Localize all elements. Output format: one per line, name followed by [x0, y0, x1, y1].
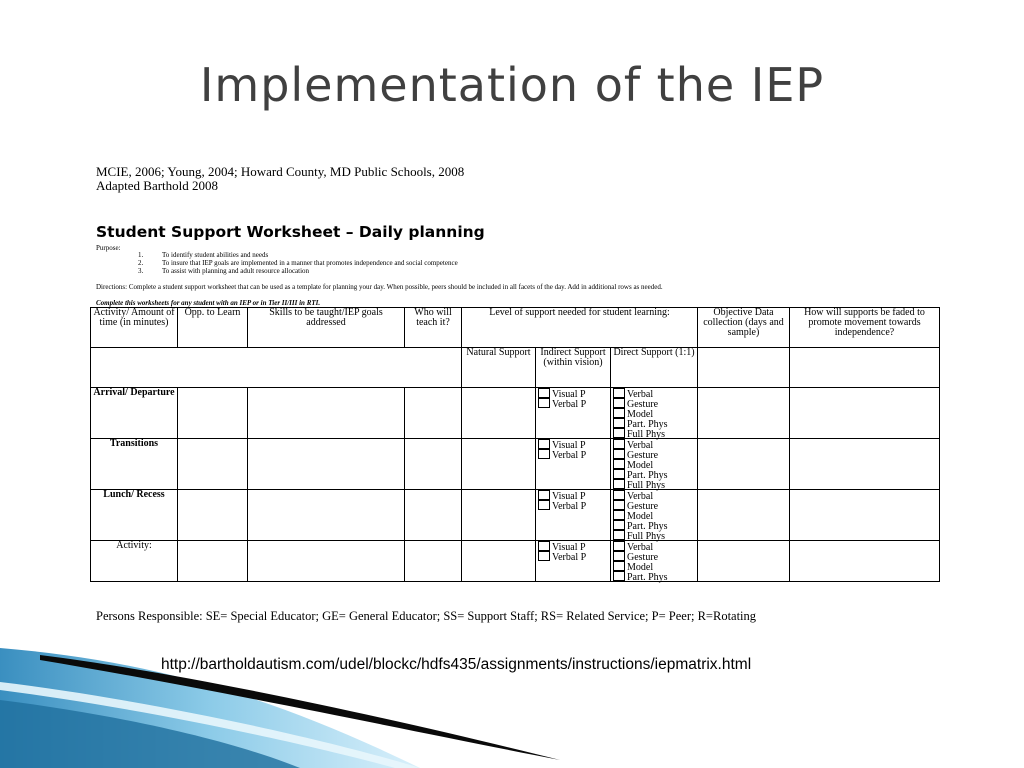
empty-cell[interactable]: [248, 439, 405, 490]
activity-cell: Lunch/ Recess: [91, 490, 178, 541]
indirect-support-cell: [536, 541, 611, 582]
empty-cell[interactable]: [790, 388, 940, 439]
header-objective: Objective Data collection (days and sample): [698, 308, 790, 348]
checkbox-option[interactable]: Verbal: [613, 490, 695, 500]
checkbox-option[interactable]: Part. Phys: [613, 469, 695, 479]
table-row: [91, 490, 940, 541]
empty-cell[interactable]: [178, 439, 248, 490]
empty-cell[interactable]: [698, 388, 790, 439]
checkbox-option[interactable]: Model: [613, 408, 695, 418]
checkbox[interactable]: [613, 479, 625, 489]
empty-cell[interactable]: [462, 490, 536, 541]
indirect-support-cell: [536, 490, 611, 541]
checkbox-option[interactable]: Verbal: [613, 388, 695, 398]
checkbox[interactable]: [613, 541, 625, 551]
checkbox[interactable]: [613, 530, 625, 540]
checkbox[interactable]: [613, 500, 625, 510]
table-row: [91, 388, 940, 439]
empty-cell[interactable]: [405, 439, 462, 490]
source-link[interactable]: http://bartholdautism.com/udel/blockc/hdfs435/assignments/instructions/iepmatrix.html: [161, 656, 752, 673]
empty-cell[interactable]: [462, 388, 536, 439]
checkbox[interactable]: [613, 490, 625, 500]
checkbox[interactable]: [613, 510, 625, 520]
header-who: Who will teach it?: [405, 308, 462, 348]
checkbox-option[interactable]: Part. Phys: [613, 418, 695, 428]
subheader-blank: [91, 348, 462, 388]
checkbox[interactable]: [613, 408, 625, 418]
checkbox[interactable]: [538, 500, 550, 510]
checkbox-option[interactable]: Verbal: [613, 439, 695, 449]
indirect-support-cell: [536, 439, 611, 490]
checkbox-option[interactable]: Part. Phys: [613, 571, 695, 581]
checkbox[interactable]: [613, 561, 625, 571]
citation-line: MCIE, 2006; Young, 2004; Howard County, MD Public Schools, 2008: [96, 164, 465, 179]
subheader-direct: Direct Support (1:1): [611, 348, 698, 388]
checkbox[interactable]: [613, 520, 625, 530]
purpose-item: 1. To identify student abilities and needs: [138, 251, 269, 259]
subheader-natural: Natural Support: [462, 348, 536, 388]
checkbox-option[interactable]: Gesture: [613, 500, 695, 510]
checkbox-option[interactable]: Verbal P: [538, 449, 608, 459]
purpose-item: 2. To insure that IEP goals are implemented in a manner that promotes independence and social competence: [138, 259, 458, 267]
checkbox-option[interactable]: Model: [613, 459, 695, 469]
directions-note: Complete this worksheets for any student with an IEP or in Tier II/III in RTI.: [96, 299, 321, 307]
activity-cell: Arrival/ Departure: [91, 388, 178, 439]
header-activity: Activity/ Amount of time (in minutes): [91, 308, 178, 348]
header-support: Level of support needed for student learning:: [462, 308, 698, 348]
checkbox-option[interactable]: Visual P: [538, 388, 608, 398]
checkbox-option[interactable]: Visual P: [538, 541, 608, 551]
empty-cell[interactable]: [698, 439, 790, 490]
table-row: [91, 439, 940, 490]
checkbox-option[interactable]: Gesture: [613, 551, 695, 561]
checkbox[interactable]: [613, 551, 625, 561]
subheader-blank: [790, 348, 940, 388]
checkbox-option[interactable]: Model: [613, 510, 695, 520]
checkbox-option[interactable]: Verbal: [613, 541, 695, 551]
activity-cell: Transitions: [91, 439, 178, 490]
checkbox-option[interactable]: Verbal P: [538, 551, 608, 561]
purpose-item: 3. To assist with planning and adult resource allocation: [138, 267, 310, 275]
checkbox[interactable]: [538, 439, 550, 449]
direct-support-cell: [611, 490, 698, 541]
empty-cell[interactable]: [178, 490, 248, 541]
header-opp: Opp. to Learn: [178, 308, 248, 348]
empty-cell[interactable]: [248, 541, 405, 582]
checkbox[interactable]: [538, 541, 550, 551]
empty-cell[interactable]: [790, 490, 940, 541]
checkbox-option[interactable]: Full Phys: [613, 479, 695, 489]
checkbox-option[interactable]: Gesture: [613, 398, 695, 408]
empty-cell[interactable]: [178, 388, 248, 439]
persons-responsible: Persons Responsible: SE= Special Educator; GE= General Educator; SS= Support Staff; RS= Related Service; P= Peer; R=Rotating: [96, 609, 757, 623]
table-row: [91, 541, 940, 582]
purpose-list: [138, 251, 458, 275]
empty-cell[interactable]: [178, 541, 248, 582]
header-faded: How will supports be faded to promote movement towards independence?: [790, 308, 940, 348]
checkbox-option[interactable]: Visual P: [538, 439, 608, 449]
subheader-row: [91, 348, 940, 388]
empty-cell[interactable]: [698, 490, 790, 541]
header-skills: Skills to be taught/IEP goals addressed: [248, 308, 405, 348]
checkbox[interactable]: [613, 571, 625, 581]
checkbox[interactable]: [613, 418, 625, 428]
directions-text: Directions: Complete a student support worksheet that can be used as a template for planning your day. When possible, peers should be included in all facets of the day. Add in additional rows as needed.: [96, 283, 663, 291]
citation-line: Adapted Barthold 2008: [96, 178, 219, 193]
checkbox[interactable]: [538, 490, 550, 500]
checkbox[interactable]: [613, 449, 625, 459]
checkbox[interactable]: [538, 388, 550, 398]
checkbox-option[interactable]: Verbal P: [538, 398, 608, 408]
checkbox[interactable]: [538, 449, 550, 459]
direct-support-cell: [611, 541, 698, 582]
direct-support-cell: [611, 439, 698, 490]
citation: [96, 165, 464, 193]
empty-cell[interactable]: [462, 541, 536, 582]
checkbox-option[interactable]: Verbal P: [538, 500, 608, 510]
empty-cell[interactable]: [405, 490, 462, 541]
checkbox-option[interactable]: Gesture: [613, 449, 695, 459]
direct-support-cell: [611, 388, 698, 439]
subheader-indirect: Indirect Support (within vision): [536, 348, 611, 388]
checkbox[interactable]: [613, 469, 625, 479]
checkbox-option[interactable]: Model: [613, 561, 695, 571]
checkbox[interactable]: [613, 459, 625, 469]
slide-title: Implementation of the IEP: [199, 58, 825, 112]
checkbox-option[interactable]: Visual P: [538, 490, 608, 500]
checkbox[interactable]: [613, 388, 625, 398]
subheader-blank: [698, 348, 790, 388]
checkbox-option[interactable]: Part. Phys: [613, 520, 695, 530]
checkbox[interactable]: [538, 551, 550, 561]
empty-cell[interactable]: [248, 490, 405, 541]
purpose-label: Purpose:: [96, 244, 121, 252]
empty-cell[interactable]: [462, 439, 536, 490]
checkbox[interactable]: [613, 439, 625, 449]
checkbox-option[interactable]: Full Phys: [613, 530, 695, 540]
checkbox[interactable]: [538, 398, 550, 408]
activity-cell: Activity:: [91, 541, 178, 582]
empty-cell[interactable]: [405, 541, 462, 582]
empty-cell[interactable]: [405, 388, 462, 439]
checkbox[interactable]: [613, 398, 625, 408]
checkbox-option[interactable]: Full Phys: [613, 428, 695, 438]
indirect-support-cell: [536, 388, 611, 439]
worksheet-title: Student Support Worksheet – Daily planning: [96, 223, 485, 241]
support-worksheet-table: [90, 307, 940, 582]
checkbox[interactable]: [613, 428, 625, 438]
empty-cell[interactable]: [248, 388, 405, 439]
empty-cell[interactable]: [698, 541, 790, 582]
empty-cell[interactable]: [790, 541, 940, 582]
empty-cell[interactable]: [790, 439, 940, 490]
header-row: [91, 308, 940, 348]
